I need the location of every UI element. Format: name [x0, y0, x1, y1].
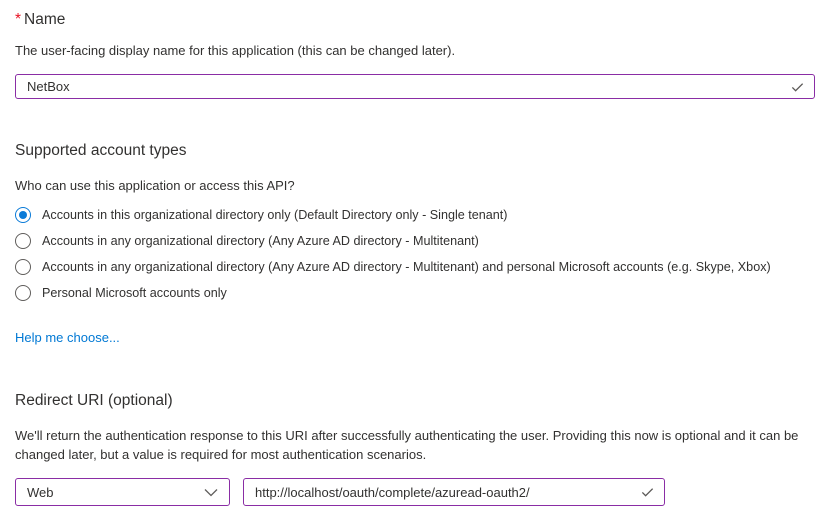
- radio-label: Accounts in any organizational directory (Any Azure AD directory - Multitenant): [42, 234, 479, 248]
- name-field-label: [15, 11, 814, 29]
- supported-account-types-heading: Supported account types: [15, 142, 187, 159]
- platform-select-value: Web: [27, 484, 54, 500]
- radio-single-tenant[interactable]: [15, 202, 814, 228]
- redirect-uri-heading: Redirect URI (optional): [15, 392, 173, 409]
- radio-unselected-icon: [15, 285, 31, 301]
- required-marker: *: [15, 11, 22, 28]
- redirect-uri-input[interactable]: [244, 479, 664, 505]
- name-field-description: The user-facing display name for this application (this can be changed later).: [15, 43, 456, 58]
- radio-multitenant[interactable]: [15, 228, 814, 254]
- radio-selected-icon: [15, 207, 31, 223]
- name-label-text: Name: [24, 11, 66, 28]
- platform-select[interactable]: [15, 478, 230, 506]
- account-types-question: Who can use this application or access this API?: [15, 178, 295, 193]
- name-input-container: [15, 74, 815, 99]
- redirect-uri-input-container: [243, 478, 665, 506]
- radio-unselected-icon: [15, 259, 31, 275]
- help-me-choose-link[interactable]: Help me choose...: [15, 330, 120, 345]
- radio-unselected-icon: [15, 233, 31, 249]
- radio-personal-only[interactable]: [15, 280, 814, 306]
- chevron-down-icon: [204, 488, 218, 497]
- radio-multitenant-personal[interactable]: [15, 254, 814, 280]
- radio-label: Accounts in this organizational directory only (Default Directory only - Single tenant): [42, 208, 508, 222]
- account-type-radio-group: [15, 202, 814, 306]
- redirect-uri-description: We'll return the authentication response to this URI after successfully authenticating the user. Providing this now is optional and it can be changed later, but a value is required for most authentication scenarios.: [15, 428, 799, 462]
- redirect-uri-controls: [15, 478, 814, 506]
- name-input[interactable]: [16, 75, 814, 98]
- radio-label: Accounts in any organizational directory (Any Azure AD directory - Multitenant) and personal Microsoft accounts (e.g. Skype, Xbox): [42, 260, 771, 274]
- radio-label: Personal Microsoft accounts only: [42, 286, 227, 300]
